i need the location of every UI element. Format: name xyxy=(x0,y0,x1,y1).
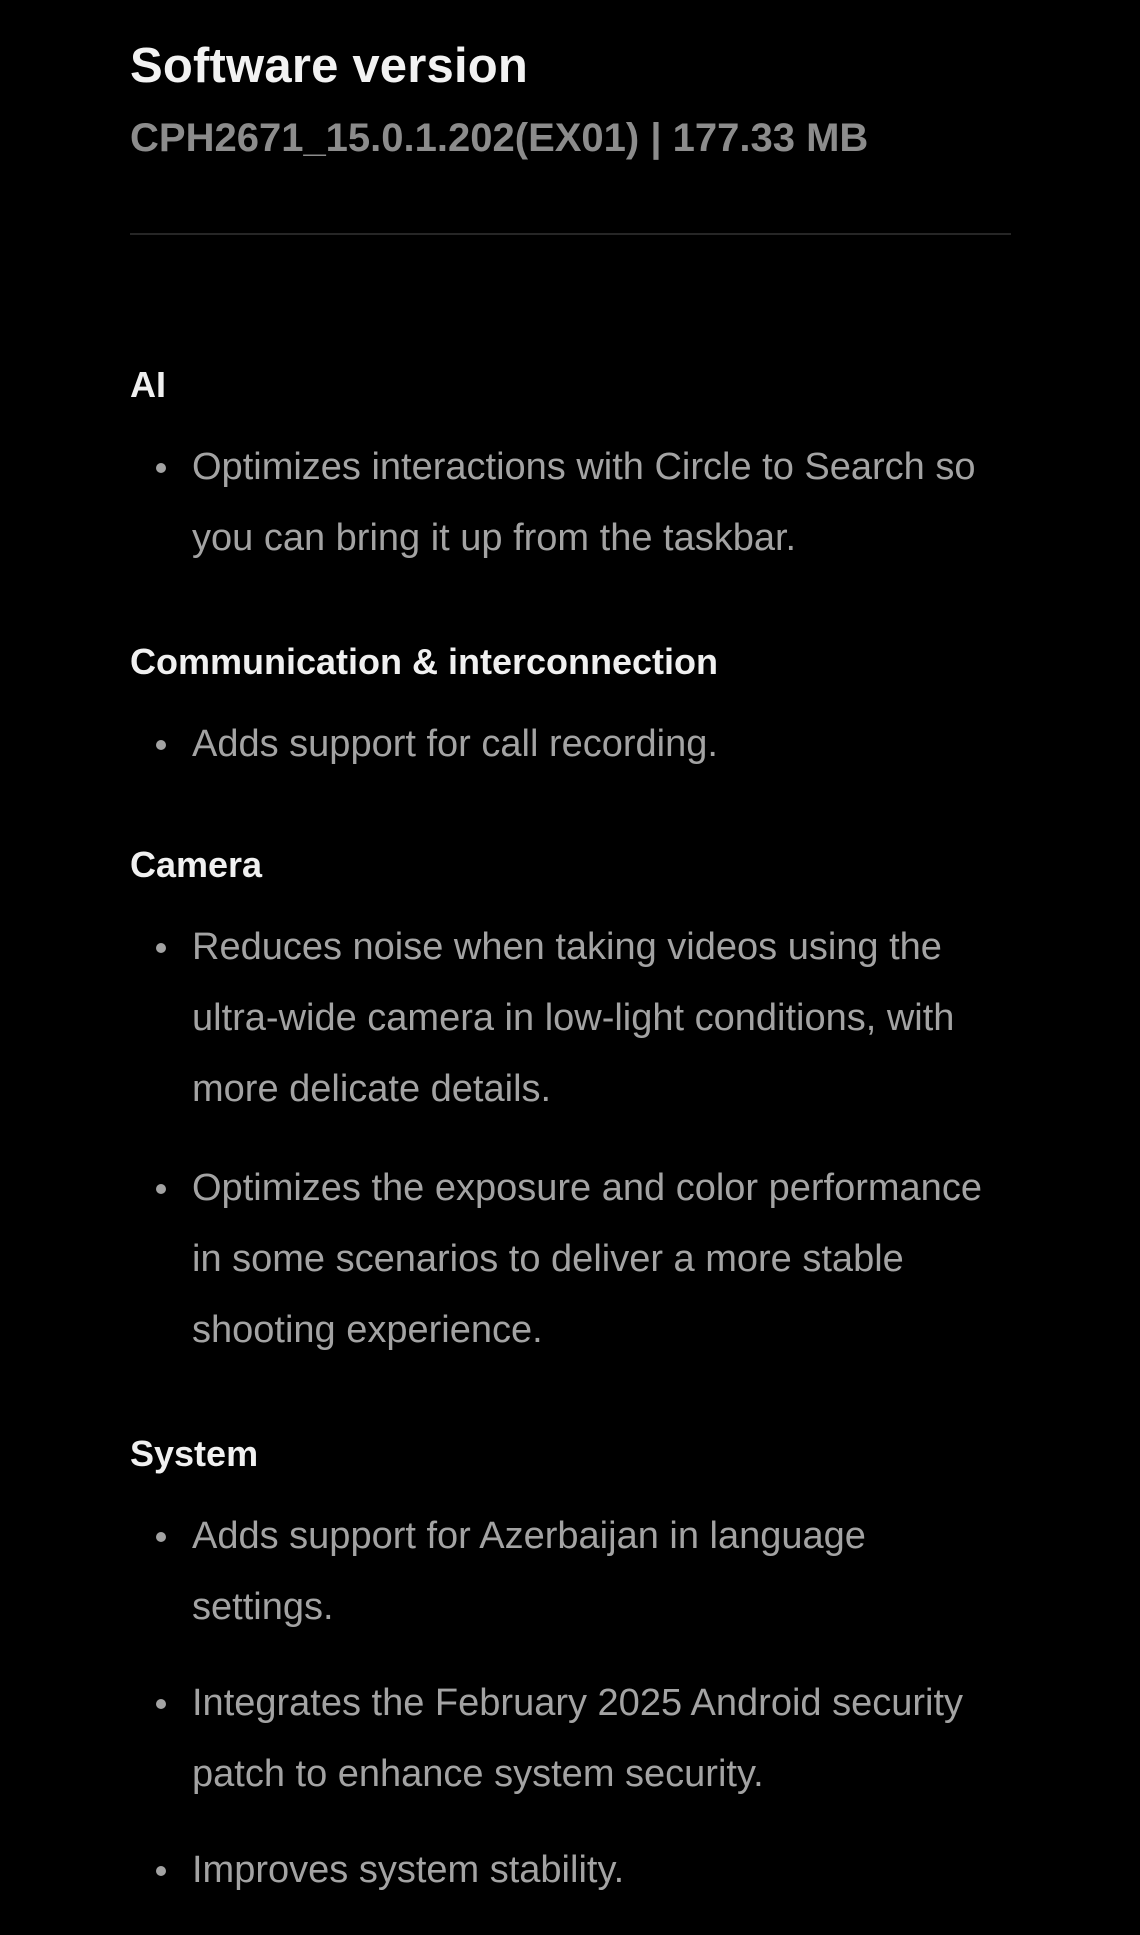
list-item-text: Improves system stability. xyxy=(192,1849,625,1891)
list-item-text: Optimizes the exposure and color performance in some scenarios to deliver a more stable shooting experience. xyxy=(192,1167,982,1351)
list-item xyxy=(130,912,1010,1125)
divider xyxy=(130,233,1011,235)
list-item xyxy=(130,432,1010,574)
list-item xyxy=(130,1668,1010,1810)
list-item-text: Reduces noise when taking videos using the ultra-wide camera in low-light conditions, with more delicate details. xyxy=(192,926,955,1110)
bullet-dot-icon xyxy=(156,740,166,750)
section-system xyxy=(130,1432,1010,1906)
bullet-list xyxy=(130,709,1010,780)
bullet-list xyxy=(130,432,1010,574)
list-item-text: Adds support for Azerbaijan in language settings. xyxy=(192,1515,866,1628)
section-title: Camera xyxy=(130,844,263,885)
bullet-dot-icon xyxy=(156,463,166,473)
list-item-text: Adds support for call recording. xyxy=(192,723,718,765)
bullet-dot-icon xyxy=(156,1699,166,1709)
bullet-dot-icon xyxy=(156,1532,166,1542)
list-item xyxy=(130,1835,1010,1906)
page-title: Software version xyxy=(130,39,529,93)
bullet-dot-icon xyxy=(156,1184,166,1194)
list-item xyxy=(130,1501,1010,1643)
section-title: AI xyxy=(130,364,166,405)
list-item xyxy=(130,709,1010,780)
bullet-list xyxy=(130,1501,1010,1906)
bullet-dot-icon xyxy=(156,943,166,953)
section-camera xyxy=(130,843,1010,1366)
bullet-list xyxy=(130,912,1010,1366)
section-title: Communication & interconnection xyxy=(130,641,719,682)
bullet-dot-icon xyxy=(156,1866,166,1876)
list-item-text: Optimizes interactions with Circle to Search so you can bring it up from the taskbar. xyxy=(192,446,976,559)
version-info: CPH2671_15.0.1.202(EX01) | 177.33 MB xyxy=(130,116,869,160)
section-communication xyxy=(130,640,1010,780)
section-title: System xyxy=(130,1433,259,1474)
list-item-text: Integrates the February 2025 Android security patch to enhance system security. xyxy=(192,1682,964,1795)
list-item xyxy=(130,1153,1010,1366)
section-ai xyxy=(130,363,1010,574)
